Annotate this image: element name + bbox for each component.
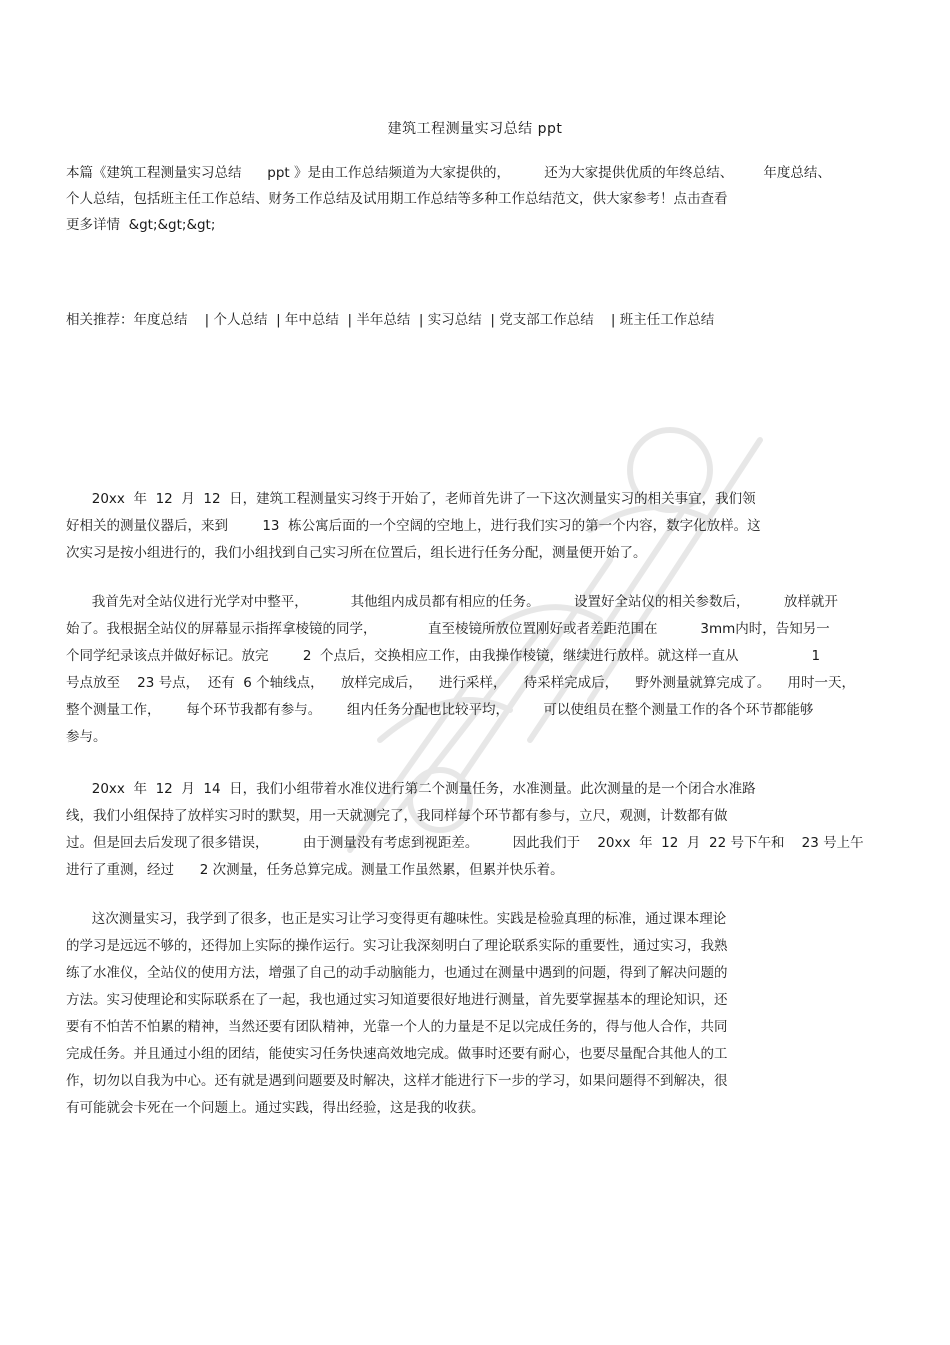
intro-line: 个人总结，包括班主任工作总结、财务工作总结及试用期工作总结等多种工作总结范文，供大家参考！点击查看 [66, 191, 728, 207]
paragraph-line: 进行了重测，经过 2 次测量，任务总算完成。测量工作虽然累，但累并快乐着。 [66, 862, 564, 878]
paragraph-line: 过。但是回去后发现了很多错误， 由于测量没有考虑到视距差。 因此我们于 20xx 年 12 月 22 号下午和 23 号上午 [66, 835, 864, 851]
paragraph-line: 要有不怕苦不怕累的精神，当然还要有团队精神，光靠一个人的力量是不足以完成任务的，得与他人合作，共同 [66, 1019, 728, 1035]
body-paragraph-3 [66, 776, 886, 884]
paragraph-line: 号点放至 23 号点， 还有 6 个轴线点， 放样完成后， 进行采样， 待采样完成后， 野外测量就算完成了。 用时一天， [66, 675, 856, 691]
body-paragraph-2 [66, 589, 886, 751]
paragraph-line: 作，切勿以自我为中心。还有就是遇到问题要及时解决，这样才能进行下一步的学习，如果问题得不到解决，很 [66, 1073, 728, 1089]
paragraph-line: 整个测量工作， 每个环节我都有参与。 组内任务分配也比较平均， 可以使组员在整个测量工作的各个环节都能够 [66, 702, 814, 718]
paragraph-line: 好相关的测量仪器后，来到 13 栋公寓后面的一个空阔的空地上，进行我们实习的第一个内容，数字化放样。这 [66, 518, 761, 534]
related-links[interactable]: 相关推荐：年度总结 | 个人总结 | 年中总结 | 半年总结 | 实习总结 | 党支部工作总结 | 班主任工作总结 [66, 312, 715, 328]
paragraph-line: 线，我们小组保持了放样实习时的默契，用一天就测完了，我同样每个环节都有参与，立尺，观测，计数都有做 [66, 808, 728, 824]
paragraph-line: 次实习是按小组进行的，我们小组找到自己实习所在位置后，组长进行任务分配，测量便开始了。 [66, 545, 647, 561]
paragraph-line: 我首先对全站仪进行光学对中整平， 其他组内成员都有相应的任务。 设置好全站仪的相关参数后， 放样就开 [66, 594, 838, 610]
paragraph-line: 的学习是远远不够的，还得加上实际的操作运行。实习让我深刻明白了理论联系实际的重要性，通过实习，我熟 [66, 938, 728, 954]
document-title: 建筑工程测量实习总结 ppt [387, 121, 563, 137]
paragraph-line: 练了水准仪，全站仪的使用方法，增强了自己的动手动脑能力，也通过在测量中遇到的问题，得到了解决问题的 [66, 965, 728, 981]
paragraph-line: 20xx 年 12 月 12 日，建筑工程测量实习终于开始了，老师首先讲了一下这次测量实习的相关事宜，我们领 [66, 491, 756, 507]
body-paragraph-4 [66, 906, 886, 1122]
intro-paragraph [66, 160, 886, 238]
body-paragraph-1 [66, 486, 886, 567]
related-recommendations [66, 307, 886, 334]
paragraph-line: 20xx 年 12 月 14 日，我们小组带着水准仪进行第二个测量任务，水准测量。此次测量的是一个闭合水准路 [66, 781, 756, 797]
paragraph-line: 完成任务。并且通过小组的团结，能使实习任务快速高效地完成。做事时还要有耐心，也要尽量配合其他人的工 [66, 1046, 728, 1062]
paragraph-line: 始了。我根据全站仪的屏幕显示指挥拿棱镜的同学， 直至棱镜所放位置刚好或者差距范围在 3mm内时，告知另一 [66, 621, 830, 637]
paragraph-line: 这次测量实习，我学到了很多，也正是实习让学习变得更有趣味性。实践是检验真理的标准，通过课本理论 [66, 911, 727, 927]
paragraph-line: 个同学纪录该点并做好标记。放完 2 个点后，交换相应工作，由我操作棱镜，继续进行放样。就这样一直从 1 [66, 648, 821, 664]
paragraph-line: 参与。 [66, 729, 107, 745]
intro-line: 本篇《建筑工程测量实习总结 ppt 》是由工作总结频道为大家提供的， 还为大家提供优质的年终总结、 年度总结、 [66, 165, 831, 181]
paragraph-line: 有可能就会卡死在一个问题上。通过实践，得出经验，这是我的收获。 [66, 1100, 485, 1116]
intro-more-link[interactable]: 更多详情 &gt;&gt;&gt; [66, 217, 216, 233]
paragraph-line: 方法。实习使理论和实际联系在了一起，我也通过实习知道要很好地进行测量，首先要掌握基本的理论知识，还 [66, 992, 728, 1008]
